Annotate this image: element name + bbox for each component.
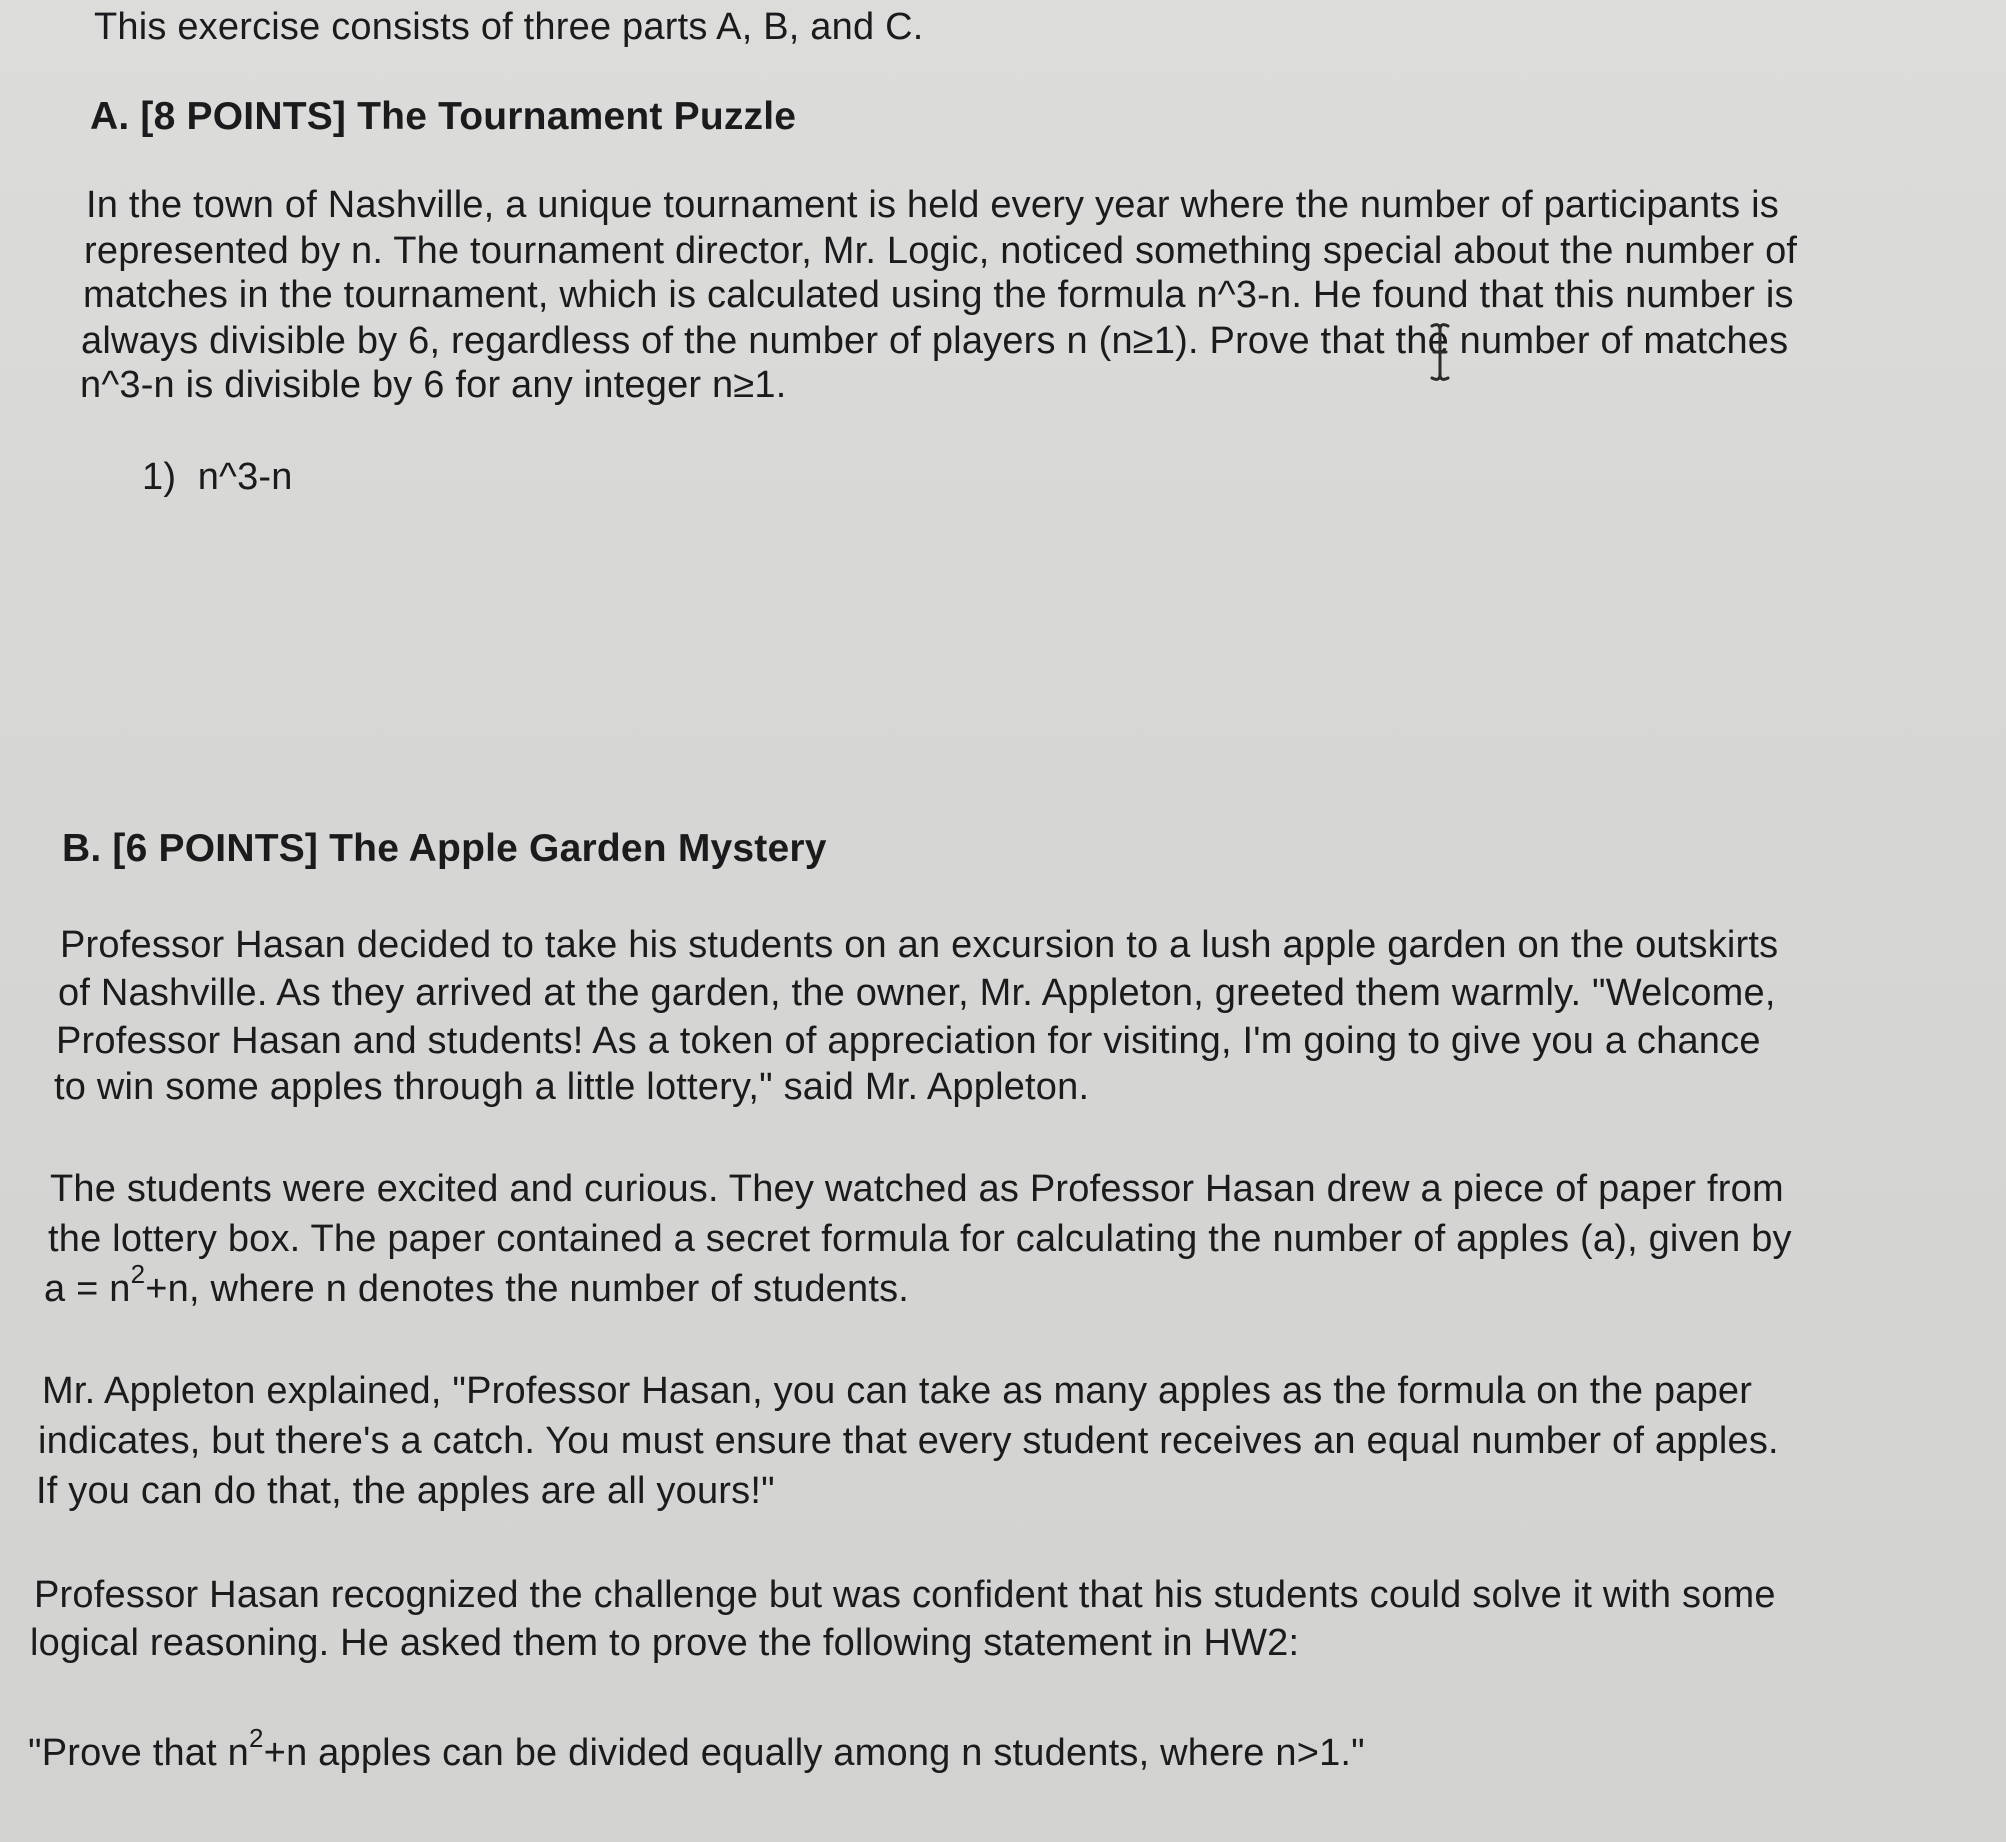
part-b-para1-line-3: Professor Hasan and students! As a token of appreciation for visiting, I'm going to give you a chance bbox=[56, 1020, 1761, 1062]
part-b-para3-line-3: If you can do that, the apples are all yours!" bbox=[36, 1470, 775, 1512]
formula-a-suffix: +n, where n denotes the number of students. bbox=[145, 1268, 910, 1310]
intro-text: This exercise consists of three parts A, B, and C. bbox=[94, 6, 924, 48]
quote-suffix: +n apples can be divided equally among n students, where n>1." bbox=[263, 1732, 1365, 1774]
text-cursor-icon bbox=[1428, 320, 1452, 384]
part-a-line-1: In the town of Nashville, a unique tournament is held every year where the number of participants is bbox=[86, 184, 1779, 226]
formula-a-exponent: 2 bbox=[130, 1259, 146, 1290]
part-b-para4-line-1: Professor Hasan recognized the challenge but was confident that his students could solve it with some bbox=[34, 1574, 1776, 1616]
part-a-line-5: n^3-n is divisible by 6 for any integer n≥1. bbox=[80, 364, 787, 406]
part-a-line-2: represented by n. The tournament director, Mr. Logic, noticed something special about the number of bbox=[84, 230, 1798, 272]
part-b-para1-line-4: to win some apples through a little lottery," said Mr. Appleton. bbox=[54, 1066, 1090, 1108]
part-b-para2-line-3 bbox=[44, 1259, 910, 1312]
part-a-line-4: always divisible by 6, regardless of the number of players n (n≥1). Prove that the number of matches bbox=[81, 320, 1789, 362]
part-b-quote bbox=[28, 1723, 1365, 1776]
part-b-para3-line-2: indicates, but there's a catch. You must ensure that every student receives an equal number of apples. bbox=[38, 1420, 1779, 1462]
part-b-para1-line-1: Professor Hasan decided to take his students on an excursion to a lush apple garden on the outskirts bbox=[60, 924, 1779, 966]
part-a-line-3: matches in the tournament, which is calculated using the formula n^3-n. He found that this number is bbox=[83, 274, 1794, 316]
part-b-heading: B. [6 POINTS] The Apple Garden Mystery bbox=[62, 827, 827, 870]
part-a-list-item: 1) n^3-n bbox=[142, 456, 293, 498]
formula-a-prefix: a = n bbox=[44, 1268, 131, 1310]
part-b-para2-line-1: The students were excited and curious. They watched as Professor Hasan drew a piece of paper from bbox=[50, 1168, 1784, 1210]
part-b-para2-line-2: the lottery box. The paper contained a secret formula for calculating the number of apples (a), given by bbox=[48, 1218, 1792, 1260]
part-b-para1-line-2: of Nashville. As they arrived at the garden, the owner, Mr. Appleton, greeted them warmly. "Welcome, bbox=[58, 972, 1776, 1014]
part-b-para3-line-1: Mr. Appleton explained, "Professor Hasan, you can take as many apples as the formula on the paper bbox=[42, 1370, 1753, 1412]
part-a-heading: A. [8 POINTS] The Tournament Puzzle bbox=[90, 95, 797, 138]
part-b-para4-line-2: logical reasoning. He asked them to prove the following statement in HW2: bbox=[30, 1622, 1300, 1664]
quote-exponent: 2 bbox=[249, 1723, 264, 1754]
quote-prefix: "Prove that n bbox=[28, 1732, 249, 1774]
